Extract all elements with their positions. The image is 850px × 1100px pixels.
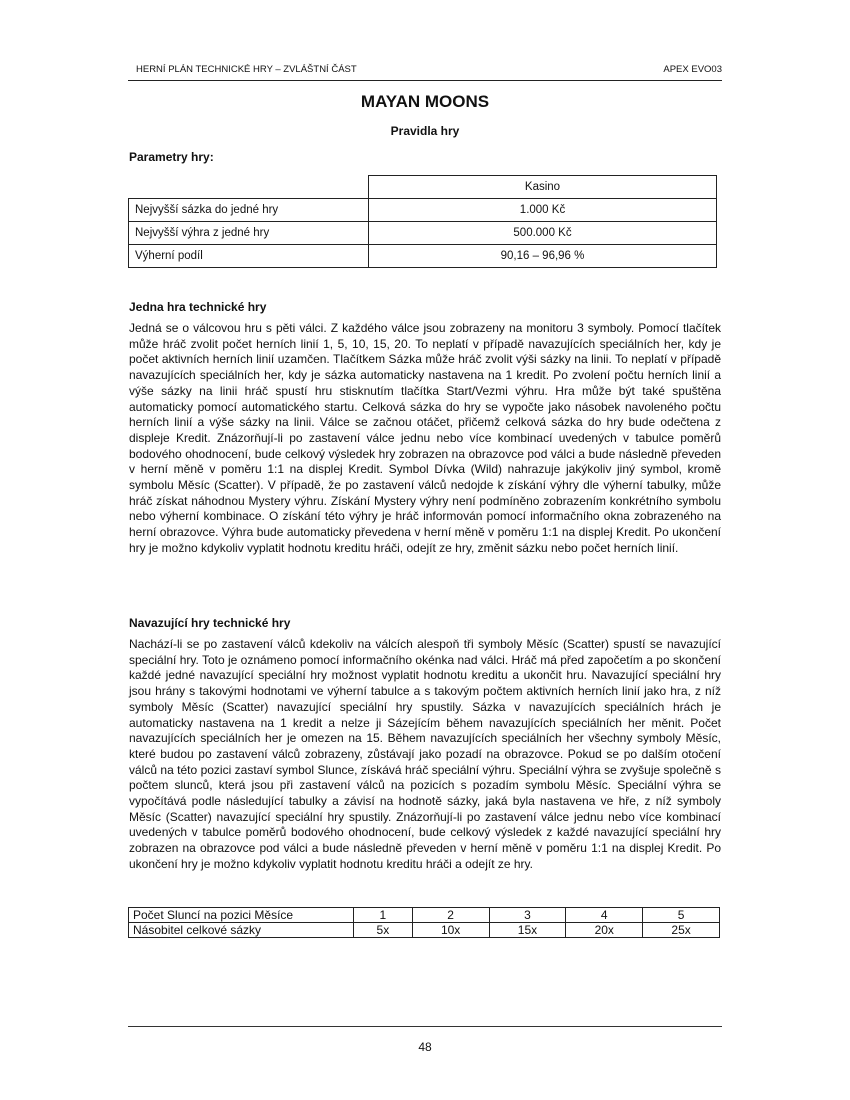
multiplier-value: 15x <box>489 923 566 938</box>
page-subtitle: Pravidla hry <box>390 124 460 138</box>
header-divider <box>128 80 722 81</box>
multiplier-value: 20x <box>566 923 643 938</box>
table-row <box>129 245 717 268</box>
sun-count-value: 2 <box>412 908 489 923</box>
sun-count-value: 1 <box>354 908 413 923</box>
section-heading-single-game: Jedna hra technické hry <box>129 300 267 314</box>
sun-count-value: 3 <box>489 908 566 923</box>
sun-count-value: 5 <box>643 908 720 923</box>
parameters-table-header-row <box>129 176 717 199</box>
parameter-value: 1.000 Kč <box>369 199 717 222</box>
section-paragraph-single-game: Jedná se o válcovou hru s pěti válci. Z každého válce jsou zobrazeny na monitoru 3 symboly. Pomocí tlačítek může hráč zvolit počet herních linií 1, 5, 10, 15, 20. To neplatí v případě navazujících speciálních her, kdy je počet aktivních herních linií uzamčen. Tlačítkem Sázka může hráč zvolit výši sázky na linii. To neplatí v případě navazujících speciálních her, kdy je sázka automaticky nastavena na 1 kredit. Po zvolení počtu herních linií a výše sázky na linii hráč spustí hru stisknutím tlačítka Start/Vezmi výhru. Hra může být také spuštěna automaticky pomocí automatického startu. Celková sázka do hry se vypočte jako násobek navoleného počtu herních linií a výše sázky na linii. Válce se začnou otáčet, přičemž celková sázka do hry bude odečtena z displeje Kredit. Znázorňují-li po zastavení válce jednu nebo více kombinací uvedených v tabulce poměrů bodového ohodnocení, bude celkový výsledek hry zobrazen na obrazovce pod válci a bude následně převeden v herní měně v poměru 1:1 na displej Kredit. Symbol Dívka (Wild) nahrazuje jakýkoliv jiný symbol, kromě symbolu Měsíc (Scatter). V případě, že po zastavení válců nedojde k získání výhry dle výherní tabulky, může hráč získat náhodnou Mystery výhru. Získání Mystery výhry není podmíněno zobrazením konkrétního symbolu nebo výherní kombinace. O získání této výhry je hráč informován pomocí informačního okna zobrazeného na herní obrazovce. Výhra bude automaticky převedena v herní měně v poměru 1:1 na displej Kredit. Po ukončení hry je možno kdykoliv vyplatit hodnotu kreditu hráči, odejít ze hry, změnit sázku nebo počet herních linií. <box>129 321 721 555</box>
parameters-column-header: Kasino <box>369 176 717 199</box>
page-title: MAYAN MOONS <box>360 92 490 111</box>
table-row <box>129 908 720 923</box>
multiplier-value: 10x <box>412 923 489 938</box>
parameter-value: 500.000 Kč <box>369 222 717 245</box>
table-row <box>129 923 720 938</box>
sun-multiplier-table <box>128 907 720 938</box>
parameters-heading: Parametry hry: <box>129 150 214 164</box>
table-row <box>129 199 717 222</box>
multiplier-label: Násobitel celkové sázky <box>129 923 354 938</box>
footer-divider <box>128 1026 722 1027</box>
multiplier-value: 25x <box>643 923 720 938</box>
section-heading-bonus-games: Navazující hry technické hry <box>129 616 291 630</box>
parameter-value: 90,16 – 96,96 % <box>369 245 717 268</box>
parameters-table <box>128 175 717 268</box>
section-paragraph-bonus-games: Nachází-li se po zastavení válců kdekoliv na válcích alespoň tři symboly Měsíc (Scatter) spustí se navazující speciální hry. Toto je oznámeno pomocí informačního okénka nad válci. Hráč má před započetím a po skončení každé jedné navazující speciální hry možnost vyplatit hodnotu kreditu a ukončit hru. Navazující speciální hry jsou hrány s takovými hodnotami ve výherní tabulce a s takovým počtem aktivních herních linií jako hra, z níž symboly Měsíc (Scatter) navazující speciální hry spustily. Sázka v navazujících speciálních hrách je automaticky nastavena na 1 kredit a nelze ji Sázejícím během navazujících speciálních her měnit. Počet navazujících speciálních her je omezen na 15. Během navazujících speciálních her všechny symboly Měsíc, které budou po zastavení válců zobrazeny, zůstávají jako pozadí na obrazovce. Pokud se po dalším otočení válců na této pozici zastaví symbol Slunce, získává hráč speciální výhru. Speciální výhra se zvyšuje společně s počtem slunců, která jsou při zastavení válců na pozicích s pozadím symbolu Měsíc. Speciální výhra se vypočítává podle následující tabulky a závisí na hodnotě sázky, jaká byla nastavena ve hře, z níž symboly Měsíc (Scatter) navazující speciální hry spustily. Znázorňují-li po zastavení válce jednu nebo více kombinací uvedených v tabulce poměrů bodového ohodnocení, bude celkový výsledek z každé navazující speciální hry zobrazen na obrazovce pod válci a bude následně převeden v herní měně v poměru 1:1 na displej Kredit. Po ukončení hry je možno kdykoliv vyplatit hodnotu kreditu hráči a odejít ze hry. <box>129 637 721 871</box>
page-number: 48 <box>418 1040 432 1054</box>
parameter-label: Nejvyšší sázka do jedné hry <box>129 199 369 222</box>
parameters-table-empty-cell <box>129 176 369 199</box>
multiplier-value: 5x <box>354 923 413 938</box>
parameter-label: Nejvyšší výhra z jedné hry <box>129 222 369 245</box>
sun-count-label: Počet Sluncí na pozici Měsíce <box>129 908 354 923</box>
running-header <box>128 64 722 80</box>
header-product-code: APEX EVO03 <box>663 64 722 75</box>
header-document-title: HERNÍ PLÁN TECHNICKÉ HRY – ZVLÁŠTNÍ ČÁST <box>136 64 357 75</box>
table-row <box>129 222 717 245</box>
sun-count-value: 4 <box>566 908 643 923</box>
parameter-label: Výherní podíl <box>129 245 369 268</box>
